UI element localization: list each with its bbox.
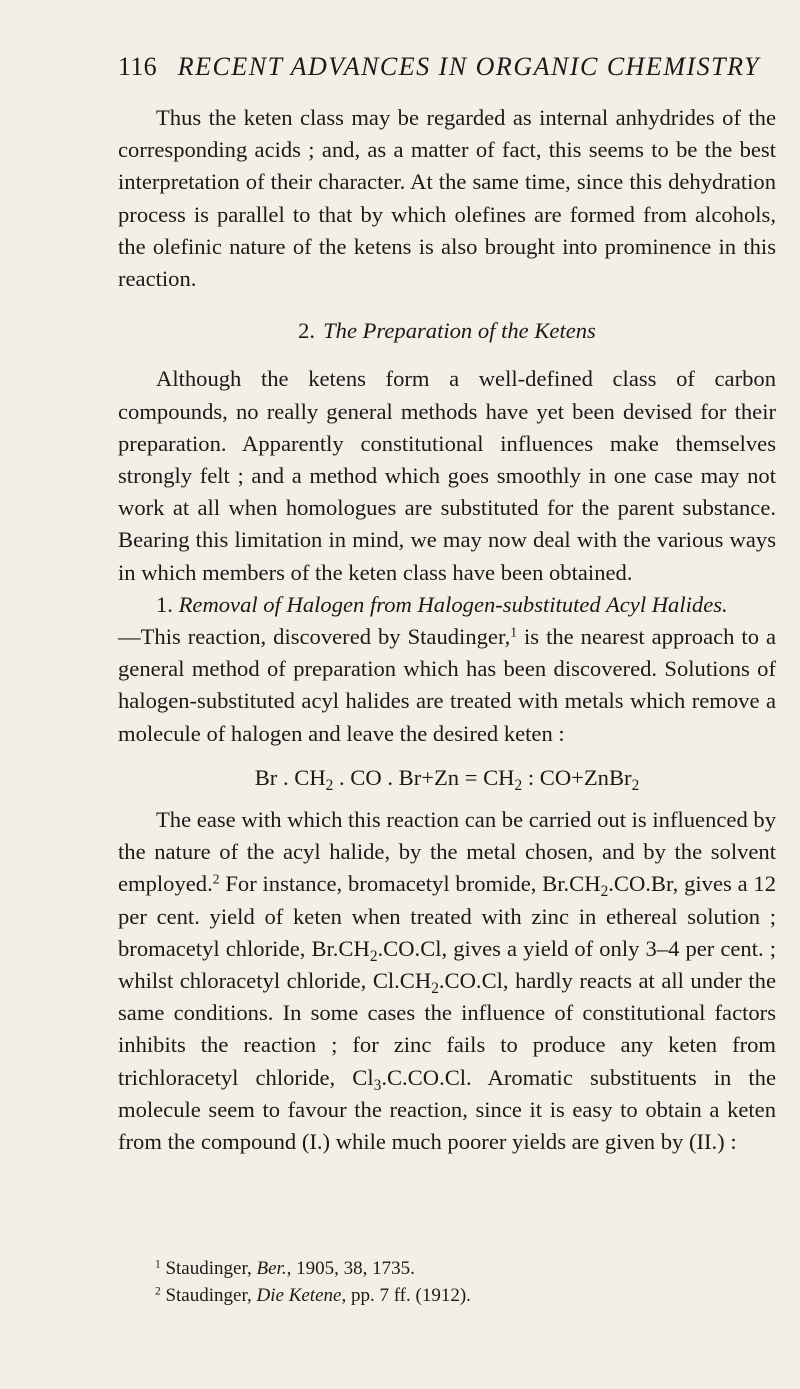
method-text-part: —This reaction, discovered by Staudinger, [118,624,511,650]
text-run: .C.CO.Cl. Aromatic substituents in the molecule seem to favour the reaction, since it is easy to obtain a keten from the compound (I.) while much poorer yields are given by (II.) : [118,1064,776,1155]
section-heading [118,315,776,347]
footnote-author: Staudinger, [165,1285,257,1306]
text-run: .CO.Br, gives a 12 per cent. yield of keten when treated with zinc in ethereal solution ; bromacetyl chloride, Br.CH [118,871,776,961]
footnotes [118,1255,776,1309]
equation-part: : CO+ZnBr [522,764,632,790]
footnote-ref-2: 2 [212,872,220,888]
footnote-source: Die Ketene [256,1285,342,1306]
paragraph-preparation-intro: Although the ketens form a well-defined class of carbon compounds, no really general methods have yet been devised for their preparation. Apparently constitutional influences make themselves strongly felt ; and a method which goes smoothly in one case may not work at all when homologues are substituted for the parent substance. Bearing this limitation in mind, we may now deal with the various ways in which members of the keten class have been obtained. [118,366,776,585]
equation-part: . CO . Br+Zn = CH [333,764,515,790]
text-run: For instance, bromacetyl bromide, Br.CH [219,871,601,897]
footnote-citation: , pp. 7 ff. (1912). [341,1285,471,1306]
formula-subscript: 2 [369,947,378,965]
reaction-equation [118,762,776,794]
footnote-citation: , 1905, 38, 1735. [286,1258,415,1279]
text-run: The ease with which this reaction can be carried out is influenced by the nature of the acyl halide, by the metal chosen, and by the solvent employed. [118,807,776,897]
method-number: 1. [156,591,173,617]
page-number: 116 [118,52,157,81]
body-text [118,102,776,1158]
footnote-source: Ber. [256,1258,287,1279]
footnote-author: Staudinger, [165,1258,257,1279]
paragraph-reaction-yields [118,804,776,1158]
footnote-marker: 1 [155,1258,161,1271]
equation-subscript: 2 [514,776,523,794]
formula-subscript: 2 [600,883,609,901]
section-number: 2. [298,318,316,344]
equation-subscript: 2 [325,776,334,794]
formula-subscript: 2 [431,979,439,997]
paragraph-removal-of-halogen [118,589,776,750]
running-header [118,52,778,82]
footnote-2 [118,1282,776,1309]
formula-subscript: 3 [373,1076,382,1094]
footnote-ref-1: 1 [510,624,518,640]
section-title: The Preparation of the Ketens [323,318,596,344]
text-run: .CO.Cl, gives a yield of only 3–4 per cent. ; whilst chloracetyl chloride, Cl.CH [118,935,776,994]
footnote-marker: 2 [155,1285,161,1298]
running-title: RECENT ADVANCES IN ORGANIC CHEMISTRY [177,52,760,81]
text-run: .CO.Cl, hardly reacts at all under the same conditions. In some cases the influence of constitutional factors inhibits the reaction ; for zinc fails to produce any keten from trichloracetyl chloride, Cl [118,968,776,1090]
equation-subscript: 2 [631,776,640,794]
footnote-1 [118,1255,776,1282]
paragraph-keten-anhydrides: Thus the keten class may be regarded as internal anhydrides of the corresponding acids ; and, as a matter of fact, this seems to be the best interpretation of their character. At the same time, since this dehydration process is parallel to that by which olefines are formed from alcohols, the olefinic nature of the ketens is also brought into prominence in this reaction. [118,105,776,292]
method-text-part: is the nearest approach to a general method of preparation which has been discovered. Solutions of halogen-substituted acyl halides are treated with metals which remove a molecule of halogen and leave the desired keten : [118,624,777,746]
equation-part: Br . CH [254,764,326,790]
method-title: Removal of Halogen from Halogen-substituted Acyl Halides. [178,591,728,617]
